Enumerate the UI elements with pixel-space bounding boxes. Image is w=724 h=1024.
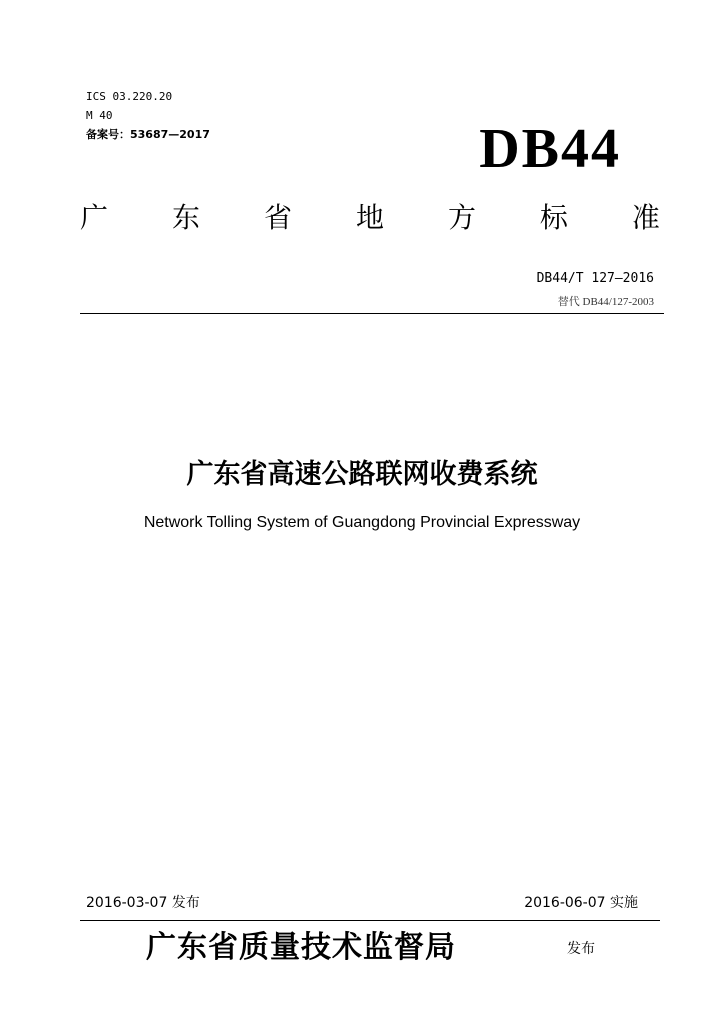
document-title-cn: 广东省高速公路联网收费系统	[186, 459, 538, 490]
implement-date: 2016-06-07 实施	[524, 895, 638, 911]
footer-divider	[80, 920, 660, 921]
category-char: 地	[355, 201, 384, 234]
standard-category	[80, 200, 660, 236]
category-char: 准	[631, 201, 660, 234]
category-char: 省	[263, 201, 292, 234]
publish-date: 2016-03-07 发布	[86, 895, 200, 911]
category-char: 标	[539, 201, 568, 234]
category-char: 广	[80, 201, 109, 234]
issuing-authority: 广东省质量技术监督局	[146, 930, 456, 965]
ics-code: ICS 03.220.20	[86, 90, 173, 103]
document-title-en: Network Tolling System of Guangdong Provincial Expressway	[143, 514, 581, 531]
category-char: 方	[447, 201, 476, 234]
issue-label: 发布	[567, 941, 595, 957]
standard-number: DB44/T 127—2016	[536, 271, 654, 286]
record-number: 备案号：53687—2017	[86, 128, 210, 141]
standard-code-logo: DB44	[479, 118, 621, 180]
category-char: 东	[171, 201, 200, 234]
replaces-standard: 替代 DB44/127-2003	[557, 296, 654, 308]
header-divider	[80, 313, 664, 314]
ccs-code: M 40	[86, 109, 113, 122]
